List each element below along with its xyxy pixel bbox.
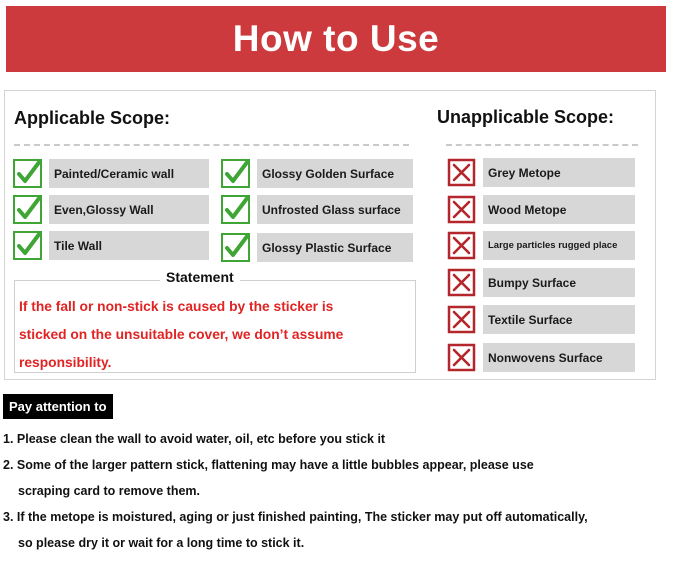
applicable-item	[13, 195, 209, 224]
applicable-item-label: Unfrosted Glass surface	[257, 195, 413, 224]
unapplicable-item	[447, 195, 635, 224]
applicable-item-label: Painted/Ceramic wall	[49, 159, 209, 188]
unapplicable-item-label: Nonwovens Surface	[483, 343, 635, 372]
cross-icon	[447, 343, 476, 372]
unapplicable-item	[447, 158, 635, 187]
unapplicable-item	[447, 343, 635, 372]
applicable-item	[13, 159, 209, 188]
check-icon	[221, 159, 250, 188]
attention-step: 3. If the metope is moistured, aging or just finished painting, The sticker may put off automatically,	[3, 510, 588, 524]
cross-icon	[447, 195, 476, 224]
check-icon	[221, 195, 250, 224]
cross-icon	[447, 305, 476, 334]
unapplicable-item-label: Large particles rugged place	[483, 231, 635, 260]
unapplicable-item-label: Wood Metope	[483, 195, 635, 224]
applicable-item	[221, 233, 413, 262]
how-to-use-banner	[6, 6, 666, 72]
applicable-divider	[14, 144, 409, 146]
pay-attention-label: Pay attention to	[3, 394, 113, 419]
applicable-item	[221, 195, 413, 224]
unapplicable-item	[447, 305, 635, 334]
applicable-item-label: Tile Wall	[49, 231, 209, 260]
statement-box	[14, 269, 416, 373]
page-title: How to Use	[232, 18, 440, 59]
check-icon	[13, 195, 42, 224]
scope-panel	[4, 90, 656, 380]
applicable-item-label: Glossy Plastic Surface	[257, 233, 413, 262]
cross-icon	[447, 268, 476, 297]
attention-step: 1. Please clean the wall to avoid water, oil, etc before you stick it	[3, 432, 386, 446]
attention-step-continued: scraping card to remove them.	[18, 484, 201, 498]
check-icon	[13, 231, 42, 260]
unapplicable-item	[447, 231, 635, 260]
statement-line: If the fall or non-stick is caused by the sticker is	[19, 299, 334, 314]
applicable-item-label: Even,Glossy Wall	[49, 195, 209, 224]
unapplicable-item	[447, 268, 635, 297]
cross-icon	[447, 158, 476, 187]
attention-step-continued: so please dry it or wait for a long time to stick it.	[18, 536, 305, 550]
check-icon	[13, 159, 42, 188]
unapplicable-scope-heading: Unapplicable Scope:	[437, 107, 615, 127]
applicable-item	[13, 231, 209, 260]
cross-icon	[447, 231, 476, 260]
statement-title: Statement	[160, 269, 240, 285]
unapplicable-item-label: Bumpy Surface	[483, 268, 635, 297]
applicable-item-label: Glossy Golden Surface	[257, 159, 413, 188]
applicable-item	[221, 159, 413, 188]
statement-line: sticked on the unsuitable cover, we don’t assume	[19, 327, 344, 342]
statement-text	[19, 293, 409, 377]
unapplicable-item-label: Grey Metope	[483, 158, 635, 187]
unapplicable-divider	[446, 144, 638, 146]
unapplicable-item-label: Textile Surface	[483, 305, 635, 334]
applicable-scope-heading: Applicable Scope:	[14, 108, 171, 128]
statement-line: responsibility.	[19, 355, 112, 370]
check-icon	[221, 233, 250, 262]
attention-step: 2. Some of the larger pattern stick, flattening may have a little bubbles appear, please use	[3, 458, 534, 472]
attention-steps	[3, 426, 693, 556]
